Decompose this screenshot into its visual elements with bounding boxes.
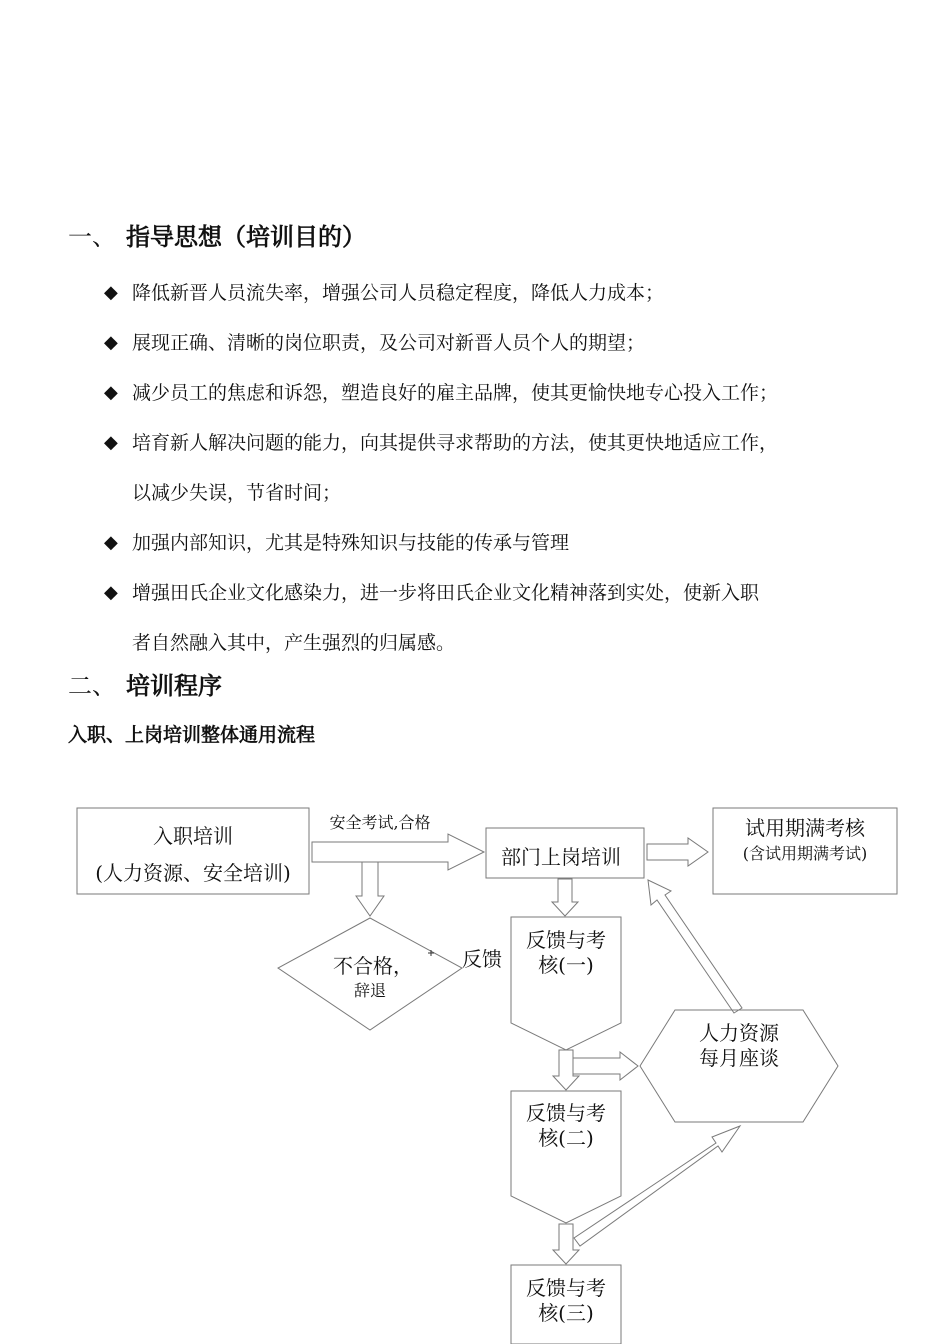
arrow-entry-to-dept: [312, 834, 484, 870]
arrow-to-fail: [356, 862, 384, 916]
hr-label-2: 每月座谈: [699, 1046, 779, 1070]
feedback-label: 反馈: [462, 947, 502, 971]
trial-label-1: 试用期满考核: [745, 816, 865, 840]
section-2-number: 二、: [68, 672, 116, 700]
fail-label-2: 辞退: [353, 981, 387, 1000]
diamond-bullet-icon: ◆: [104, 282, 118, 303]
arrow-dept-to-fb1: [552, 879, 578, 916]
flow-subtitle: 入职、上岗培训整体通用流程: [68, 724, 316, 746]
entry-label-1: 入职培训: [153, 824, 233, 848]
arrow-hr-to-dept: [648, 880, 742, 1013]
fail-label-1: 不合格，: [333, 954, 413, 978]
bullet-text: 减少员工的焦虑和诉怨，塑造良好的雇主品牌，使其更愉快地专心投入工作；: [132, 382, 779, 404]
bullet-text: 以减少失误，节省时间；: [132, 482, 342, 504]
bullet-text: 降低新晋人员流失率，增强公司人员稳定程度，降低人力成本；: [132, 282, 665, 304]
fb3-label-1: 反馈与考: [526, 1276, 606, 1300]
fb1-label-1: 反馈与考: [526, 928, 606, 952]
diamond-bullet-icon: ◆: [104, 382, 118, 403]
diamond-bullet-icon: ◆: [104, 582, 118, 603]
arrow-fb1-to-hr: [573, 1052, 638, 1080]
bullet-text: 加强内部知识，尤其是特殊知识与技能的传承与管理: [132, 532, 570, 554]
pass-label: 安全考试,合格: [329, 813, 431, 832]
fb3-label-2: 核(三): [538, 1301, 594, 1325]
section-1-title: 指导思想（培训目的）: [126, 223, 366, 251]
entry-label-2: (人力资源、安全培训): [95, 861, 291, 885]
hr-label-1: 人力资源: [699, 1021, 779, 1045]
fb1-label-2: 核(一): [538, 953, 594, 977]
arrow-fb1-to-fb2: [553, 1050, 579, 1090]
fb2-label-2: 核(二): [538, 1126, 594, 1150]
diamond-bullet-icon: ◆: [104, 532, 118, 553]
arrow-fb3-to-hr: [574, 1126, 740, 1246]
diamond-bullet-icon: ◆: [104, 332, 118, 353]
section-1-number: 一、: [68, 223, 116, 251]
bullet-text: 增强田氏企业文化感染力，进一步将田氏企业文化精神落到实处，使新入职: [132, 582, 760, 604]
arrow-dept-to-trial: [647, 838, 708, 866]
diamond-bullet-icon: ◆: [104, 432, 118, 453]
bullet-text: 者自然融入其中，产生强烈的归属感。: [132, 632, 456, 654]
trial-label-2: (含试用期满考试): [742, 844, 868, 863]
fb2-label-1: 反馈与考: [526, 1101, 606, 1125]
bullet-text: 培育新人解决问题的能力，向其提供寻求帮助的方法，使其更快地适应工作，: [132, 432, 779, 454]
dept-label: 部门上岗培训: [501, 845, 621, 869]
section-2-title: 培训程序: [126, 672, 222, 700]
bullet-text: 展现正确、清晰的岗位职责，及公司对新晋人员个人的期望；: [132, 332, 646, 354]
arrow-fb2-to-fb3: [553, 1224, 579, 1264]
